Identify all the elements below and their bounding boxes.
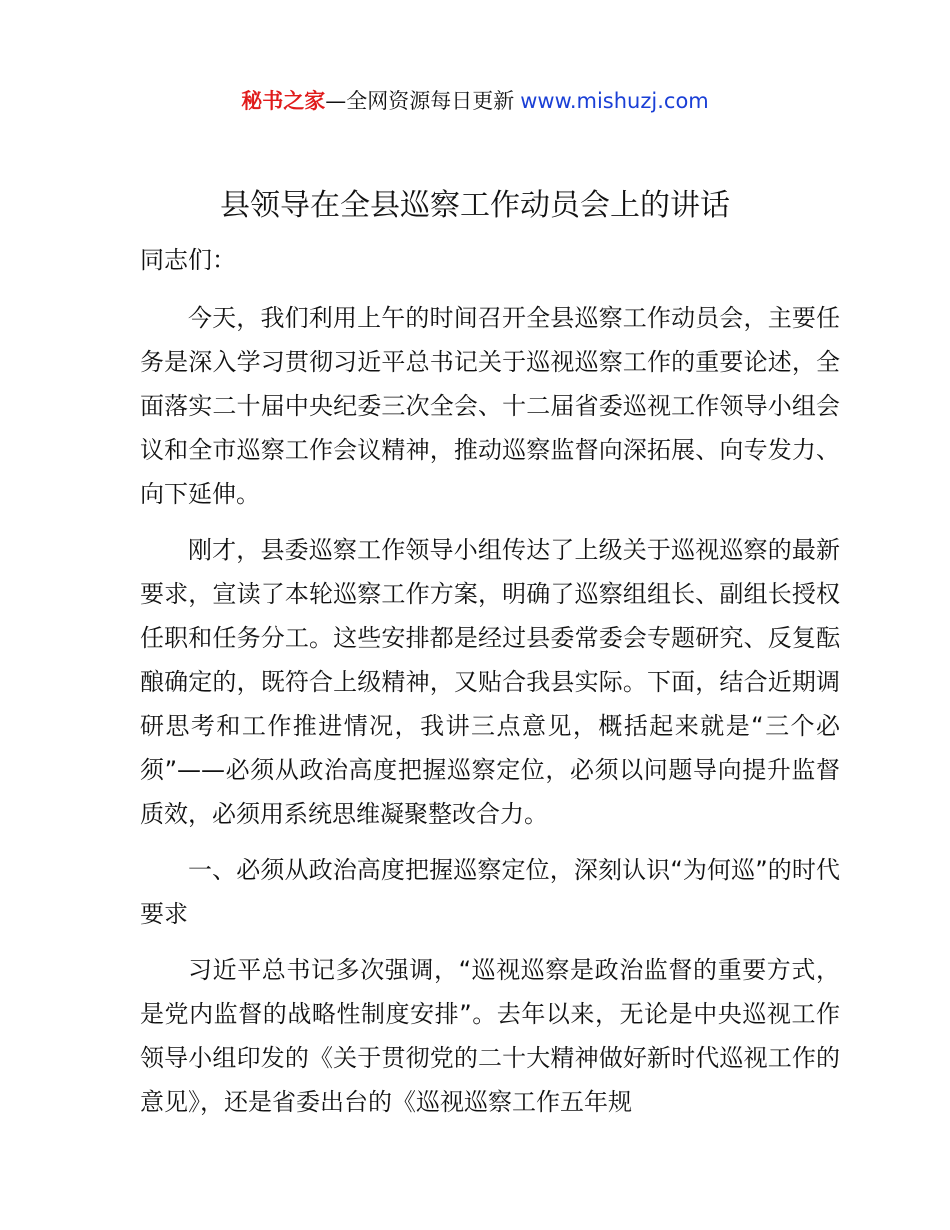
section-heading-1: 一、必须从政治高度把握巡察定位，深刻认识“为何巡”的时代要求 bbox=[140, 856, 840, 928]
paragraph-2: 刚才，县委巡察工作领导小组传达了上级关于巡视巡察的最新要求，宣读了本轮巡察工作方案，明确了巡察组组长、副组长授权任职和任务分工。这些安排都是经过县委常委会专题研究、反复酝酿确定的，既符合上级精神，又贴合我县实际。下面，结合近期调研思考和工作推进情况，我讲三点意见，概括起来就是“三个必须”——必须从政治高度把握巡察定位，必须以问题导向提升监督质效，必须用系统思维凝聚整改合力。 bbox=[140, 536, 840, 828]
header-dash: — bbox=[325, 89, 347, 113]
header-tagline: 全网资源每日更新 bbox=[346, 89, 515, 113]
document-body bbox=[140, 238, 840, 1136]
paragraph-3: 习近平总书记多次强调，“巡视巡察是政治监督的重要方式，是党内监督的战略性制度安排”。去年以来，无论是中央巡视工作领导小组印发的《关于贯彻党的二十大精神做好新时代巡视工作的意见》，还是省委出台的《巡视巡察工作五年规 bbox=[140, 956, 840, 1116]
salutation: 同志们： bbox=[140, 246, 236, 274]
paragraph-1: 今天，我们利用上午的时间召开全县巡察工作动员会，主要任务是深入学习贯彻习近平总书记关于巡视巡察工作的重要论述，全面落实二十届中央纪委三次全会、十二届省委巡视工作领导小组会议和全市巡察工作会议精神，推动巡察监督向深拓展、向专发力、向下延伸。 bbox=[140, 304, 840, 508]
site-header bbox=[0, 86, 950, 116]
document-title: 县领导在全县巡察工作动员会上的讲话 bbox=[220, 188, 730, 223]
site-url-link[interactable]: www.mishuzj.com bbox=[520, 89, 709, 113]
brand-name: 秘书之家 bbox=[241, 89, 326, 113]
